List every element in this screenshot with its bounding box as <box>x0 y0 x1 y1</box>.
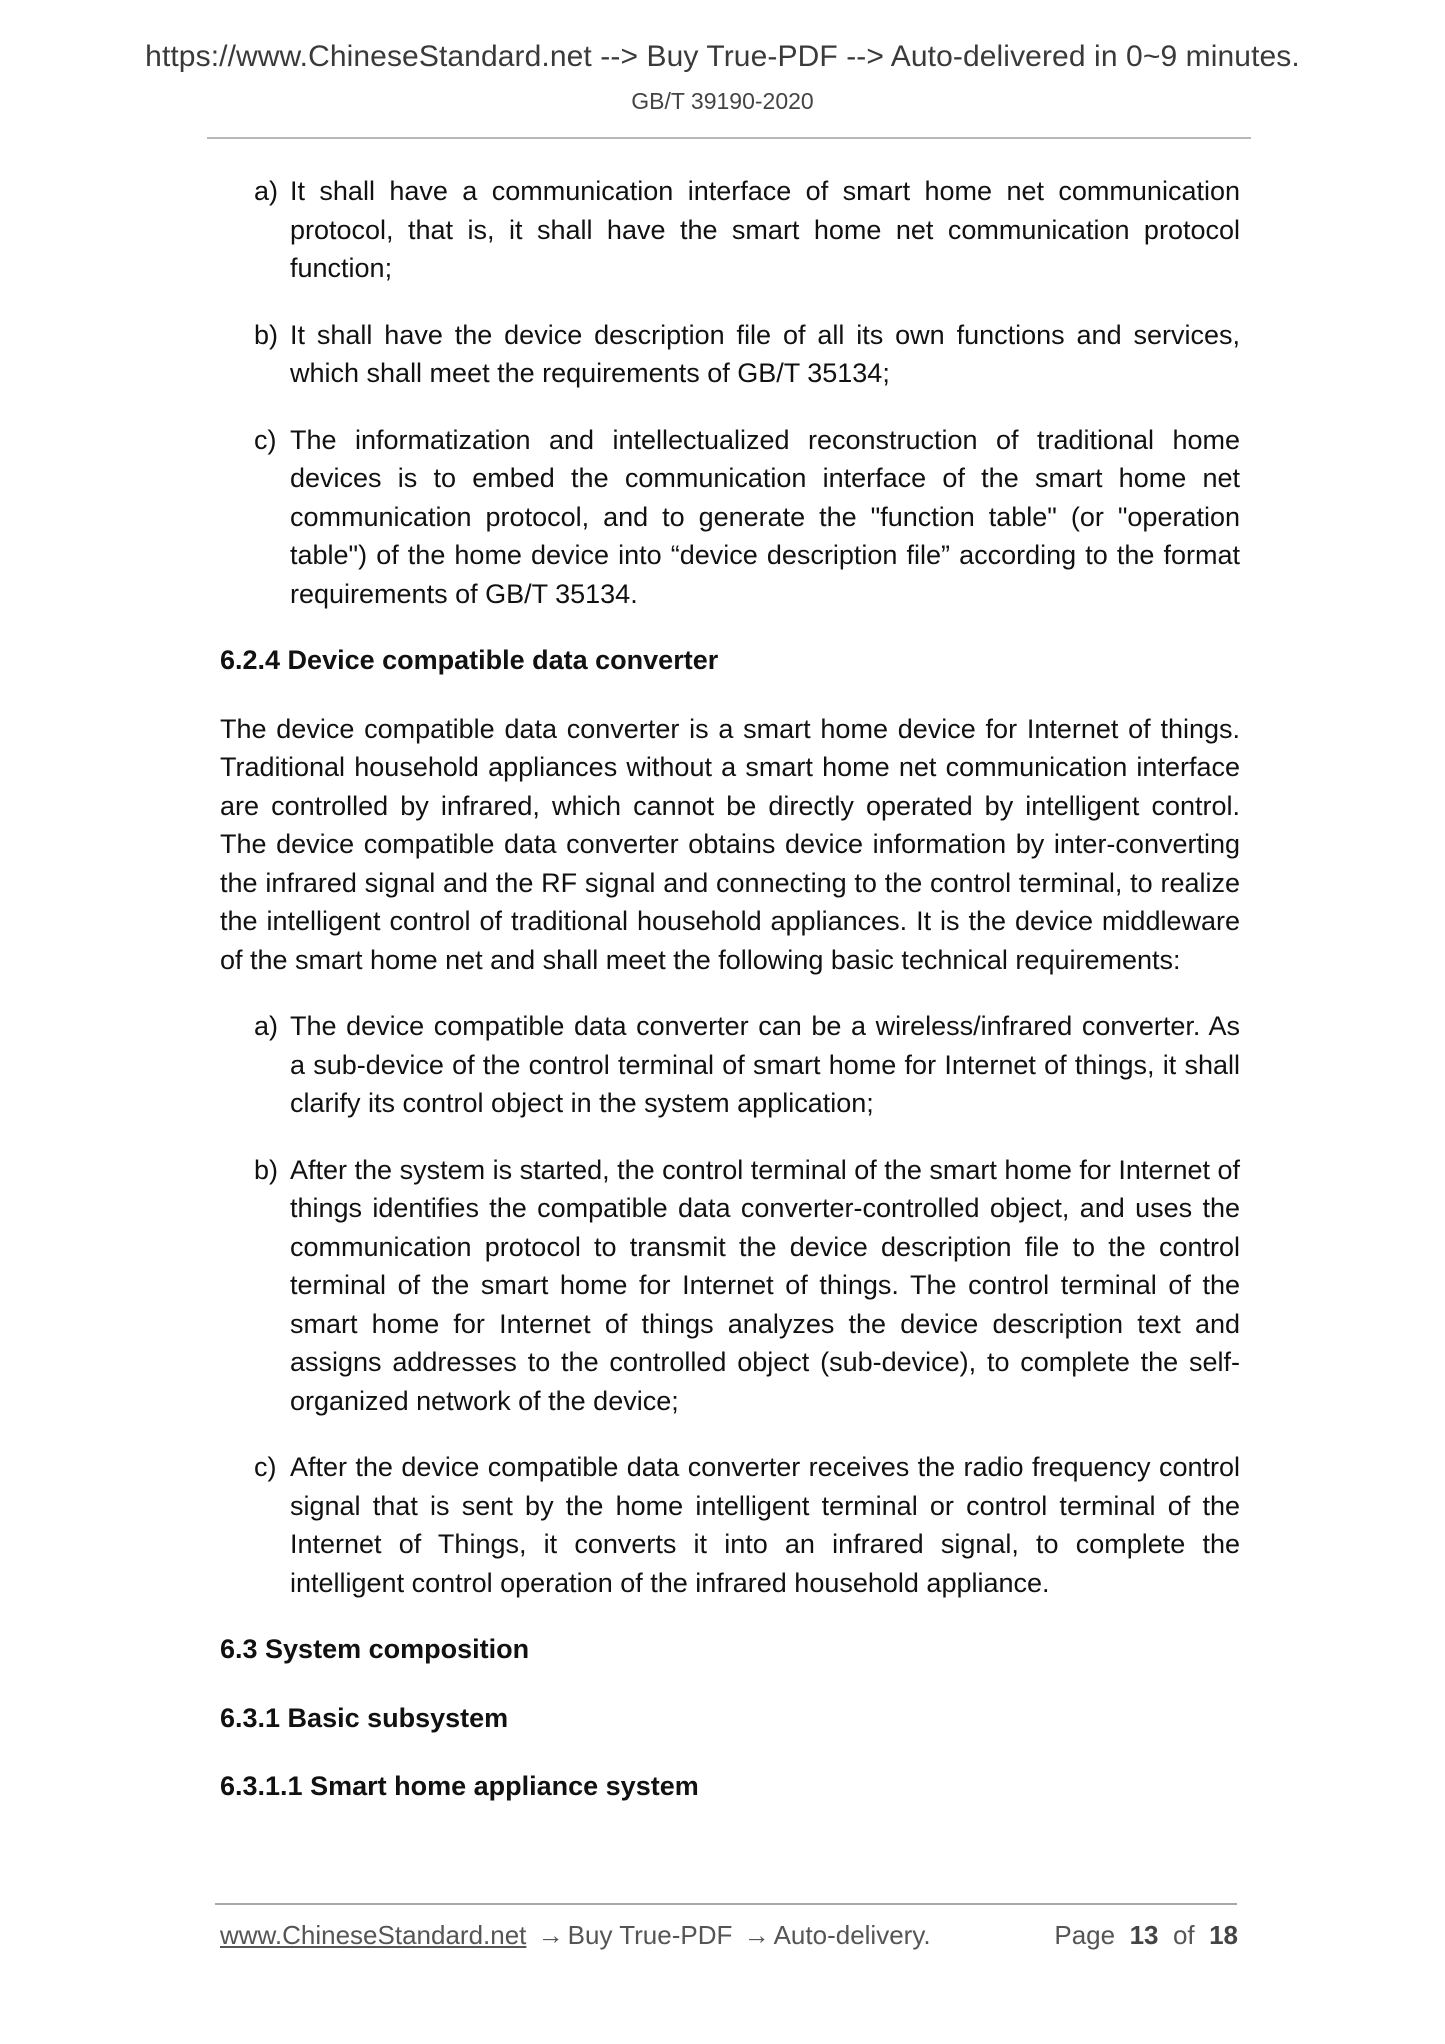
page-of: of <box>1172 1920 1195 1950</box>
list-marker: c) <box>254 1452 277 1482</box>
page-label: Page <box>1054 1920 1116 1950</box>
list-marker: c) <box>254 424 277 455</box>
page-current: 13 <box>1129 1920 1159 1950</box>
header-url-banner: https://www.ChineseStandard.net --> Buy True-PDF --> Auto-delivered in 0~9 minutes. <box>145 40 1300 73</box>
list-marker: a) <box>254 1011 279 1041</box>
list-marker: a) <box>254 176 279 206</box>
arrow-right-icon: → <box>743 1920 770 1950</box>
section-heading-6-2-4: 6.2.4 Device compatible data converter <box>220 645 719 675</box>
list-item-text: The informatization and intellectualized reconstruction of traditional home devices is to embed the communication interface of the smart home net communication protocol, and to generate the "function table" (or "operation table") of the home device into “device description file” according to the format requirements of GB/T 35134. <box>290 424 1240 609</box>
standard-number: GB/T 39190-2020 <box>631 88 814 114</box>
list-item-c <box>220 1448 1240 1602</box>
list-item-text: It shall have the device description file of all its own functions and services, which shall meet the requirements of GB/T 35134; <box>290 319 1240 388</box>
header-divider <box>207 137 1251 139</box>
list-item-b <box>220 1151 1240 1421</box>
section-heading-6-3-1-1: 6.3.1.1 Smart home appliance system <box>220 1771 699 1801</box>
list-marker: b) <box>254 319 279 350</box>
list-item-c <box>220 421 1240 614</box>
section-heading-6-3-1: 6.3.1 Basic subsystem <box>220 1702 509 1733</box>
list-item-text: After the system is started, the control terminal of the smart home for Internet of things identifies the compatible data converter-controlled object, and uses the communication protocol to transmit the device description file to the control terminal of the smart home for Internet of things. The control terminal of the smart home for Internet of things analyzes the device description text and assigns addresses to the controlled object (sub-device), to complete the self-organized network of the device; <box>290 1154 1240 1416</box>
list-item-a <box>220 1007 1240 1123</box>
footer-step-buy: Buy True-PDF <box>567 1920 733 1950</box>
section-paragraph: The device compatible data converter is a smart home device for Internet of things. Traditional household appliances without a smart home net communication interface are controlled by infrared, which cannot be directly operated by intelligent control. The device compatible data converter obtains device information by inter-converting the infrared signal and the RF signal and connecting to the control terminal, to realize the intelligent control of traditional household appliances. It is the device middleware of the smart home net and shall meet the following basic technical requirements: <box>220 713 1240 975</box>
page-total: 18 <box>1209 1920 1238 1950</box>
list-item-a <box>220 172 1240 288</box>
list-item-text: After the device compatible data converter receives the radio frequency control signal that is sent by the home intelligent terminal or control terminal of the Internet of Things, it converts it into an infrared signal, to complete the intelligent control operation of the infrared household appliance. <box>290 1452 1240 1598</box>
chinesestandard-link[interactable]: www.ChineseStandard.net <box>220 1920 527 1950</box>
page-indicator <box>1054 1920 1238 1951</box>
list-item-text: It shall have a communication interface of smart home net communication protocol, that is, it shall have the smart home net communication protocol function; <box>290 176 1240 283</box>
document-body <box>220 172 1240 1836</box>
list-marker: b) <box>254 1154 279 1185</box>
footer-step-delivery: Auto-delivery. <box>773 1920 931 1950</box>
footer-promo <box>220 1920 931 1951</box>
arrow-right-icon: → <box>537 1920 564 1950</box>
section-heading-6-3: 6.3 System composition <box>220 1634 530 1664</box>
list-item-text: The device compatible data converter can be a wireless/infrared converter. As a sub-device of the control terminal of smart home for Internet of things, it shall clarify its control object in the system application; <box>290 1011 1240 1118</box>
list-item-b <box>220 316 1240 393</box>
footer-divider <box>215 1903 1237 1905</box>
page-footer <box>220 1920 1238 1951</box>
